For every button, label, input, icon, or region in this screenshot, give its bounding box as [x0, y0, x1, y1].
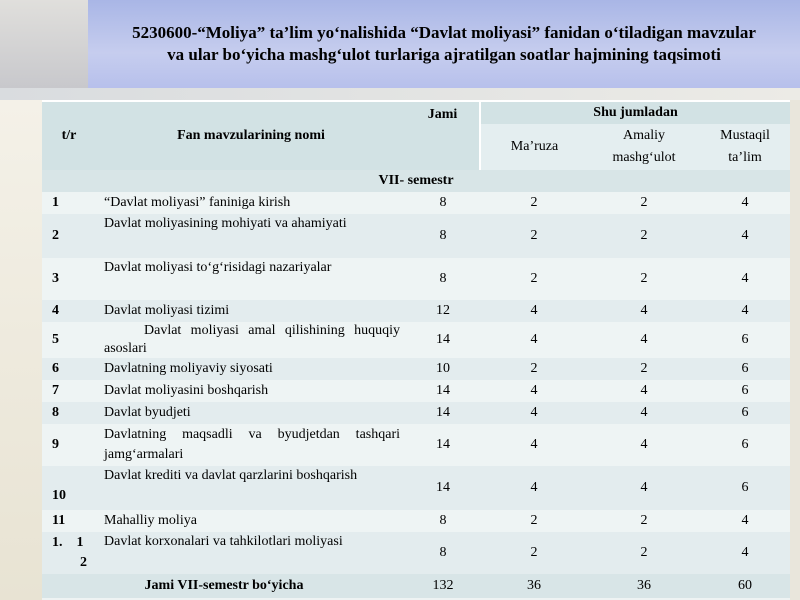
- row-topic: Davlat korxonalari va tahkilotlari moliyasi: [96, 532, 406, 574]
- row-jami: 14: [406, 424, 480, 466]
- row-maruza: 4: [480, 300, 588, 322]
- hours-table-container: [42, 102, 790, 600]
- row-mustaqil: 6: [700, 424, 790, 466]
- row-maruza: 4: [480, 424, 588, 466]
- row-maruza: 2: [480, 510, 588, 532]
- table-row: [42, 402, 790, 424]
- table-row: [42, 322, 790, 358]
- row-maruza: 2: [480, 532, 588, 574]
- header-num: t/r: [42, 102, 96, 170]
- title-line-2: va ular bo‘yicha mashg‘ulot turlariga ajratilgan soatlar hajmining taqsimoti: [167, 45, 721, 64]
- row-topic: Davlat byudjeti: [96, 402, 406, 424]
- row-num: [42, 532, 96, 574]
- row-amaliy: 4: [588, 380, 700, 402]
- total-jami: 132: [406, 574, 480, 598]
- total-amaliy: 36: [588, 574, 700, 598]
- row-num: 9: [42, 424, 96, 466]
- header-maruza: Ma’ruza: [480, 124, 588, 170]
- row-maruza: 2: [480, 192, 588, 214]
- row-amaliy: 4: [588, 402, 700, 424]
- row-jami: 8: [406, 258, 480, 300]
- row-amaliy: 2: [588, 192, 700, 214]
- row-num: 1: [42, 192, 96, 214]
- table-row: [42, 358, 790, 380]
- header-mustaqil-line2: ta’lim: [728, 150, 762, 165]
- row-num-part-c: 2: [80, 555, 87, 570]
- row-maruza: 2: [480, 258, 588, 300]
- row-mustaqil: 4: [700, 532, 790, 574]
- row-amaliy: 4: [588, 300, 700, 322]
- right-margin: [790, 100, 800, 600]
- row-maruza: 4: [480, 322, 588, 358]
- row-jami: 8: [406, 510, 480, 532]
- row-jami: 14: [406, 380, 480, 402]
- row-mustaqil: 6: [700, 322, 790, 358]
- row-maruza: 2: [480, 214, 588, 258]
- row-amaliy: 2: [588, 258, 700, 300]
- title-box: [88, 0, 800, 88]
- row-maruza: 4: [480, 466, 588, 510]
- row-num: 8: [42, 402, 96, 424]
- row-jami: 10: [406, 358, 480, 380]
- row-jami: 14: [406, 322, 480, 358]
- hours-table: [42, 102, 790, 598]
- row-topic: “Davlat moliyasi” faniniga kirish: [96, 192, 406, 214]
- header-shu-jumladan: Shu jumladan: [480, 102, 790, 124]
- row-maruza: 4: [480, 380, 588, 402]
- table-row: [42, 380, 790, 402]
- left-margin: [0, 100, 42, 600]
- row-num: 10: [42, 466, 96, 510]
- row-mustaqil: 6: [700, 358, 790, 380]
- row-amaliy: 2: [588, 214, 700, 258]
- row-mustaqil: 6: [700, 402, 790, 424]
- row-mustaqil: 4: [700, 214, 790, 258]
- row-num: 6: [42, 358, 96, 380]
- row-topic: Davlatning moliyaviy siyosati: [96, 358, 406, 380]
- row-num: 2: [42, 214, 96, 258]
- header-amaliy-line2: mashg‘ulot: [612, 150, 676, 165]
- row-maruza: 4: [480, 402, 588, 424]
- row-num: 7: [42, 380, 96, 402]
- page-title: [132, 22, 756, 66]
- header-jami: Jami: [406, 102, 480, 170]
- row-topic: Davlat moliyasi to‘g‘risidagi nazariyalar: [96, 258, 406, 300]
- table-row: [42, 300, 790, 322]
- row-jami: 12: [406, 300, 480, 322]
- row-topic: Davlat krediti va davlat qarzlarini boshqarish: [96, 466, 406, 510]
- total-row: [42, 574, 790, 598]
- table-row: [42, 466, 790, 510]
- row-topic: Mahalliy moliya: [96, 510, 406, 532]
- header-decoration: [0, 0, 88, 88]
- row-num: 5: [42, 322, 96, 358]
- row-amaliy: 2: [588, 532, 700, 574]
- divider-band: [0, 88, 800, 100]
- header-topic-name: Fan mavzularining nomi: [96, 102, 406, 170]
- header-amaliy-line1: Amaliy: [623, 128, 665, 143]
- row-amaliy: 2: [588, 510, 700, 532]
- header-mustaqil-line1: Mustaqil: [720, 128, 770, 143]
- row-mustaqil: 4: [700, 510, 790, 532]
- table-row: [42, 258, 790, 300]
- table-row: [42, 214, 790, 258]
- row-topic: Davlat moliyasi tizimi: [96, 300, 406, 322]
- row-mustaqil: 4: [700, 300, 790, 322]
- semester-row: [42, 170, 790, 192]
- table-row: [42, 532, 790, 574]
- row-jami: 8: [406, 192, 480, 214]
- row-mustaqil: 4: [700, 192, 790, 214]
- row-topic: Davlat moliyasi amal qilishining huquqiy asoslari: [96, 322, 406, 358]
- header-mustaqil: [700, 124, 790, 170]
- row-mustaqil: 6: [700, 380, 790, 402]
- row-topic: Davlatning maqsadli va byudjetdan tashqari jamg‘armalari: [96, 424, 406, 466]
- row-amaliy: 4: [588, 322, 700, 358]
- row-jami: 8: [406, 532, 480, 574]
- row-topic: Davlat moliyasini boshqarish: [96, 380, 406, 402]
- table-row: [42, 192, 790, 214]
- row-topic: Davlat moliyasining mohiyati va ahamiyati: [96, 214, 406, 258]
- row-num: 3: [42, 258, 96, 300]
- row-num: 4: [42, 300, 96, 322]
- header-amaliy: [588, 124, 700, 170]
- row-amaliy: 4: [588, 466, 700, 510]
- row-mustaqil: 6: [700, 466, 790, 510]
- total-maruza: 36: [480, 574, 588, 598]
- row-amaliy: 4: [588, 424, 700, 466]
- row-mustaqil: 4: [700, 258, 790, 300]
- row-num: 11: [42, 510, 96, 532]
- total-mustaqil: 60: [700, 574, 790, 598]
- table-row: [42, 510, 790, 532]
- semester-label: VII- semestr: [42, 170, 790, 192]
- row-num-part-a: 1.: [52, 535, 63, 550]
- row-jami: 14: [406, 466, 480, 510]
- total-label: Jami VII-semestr bo‘yicha: [42, 574, 406, 598]
- row-num-part-b: 1: [76, 535, 84, 550]
- table-row: [42, 424, 790, 466]
- title-line-1: 5230600-“Moliya” ta’lim yo‘nalishida “Davlat moliyasi” fanidan o‘tiladigan mavzular: [132, 23, 756, 42]
- row-jami: 8: [406, 214, 480, 258]
- row-amaliy: 2: [588, 358, 700, 380]
- row-jami: 14: [406, 402, 480, 424]
- row-maruza: 2: [480, 358, 588, 380]
